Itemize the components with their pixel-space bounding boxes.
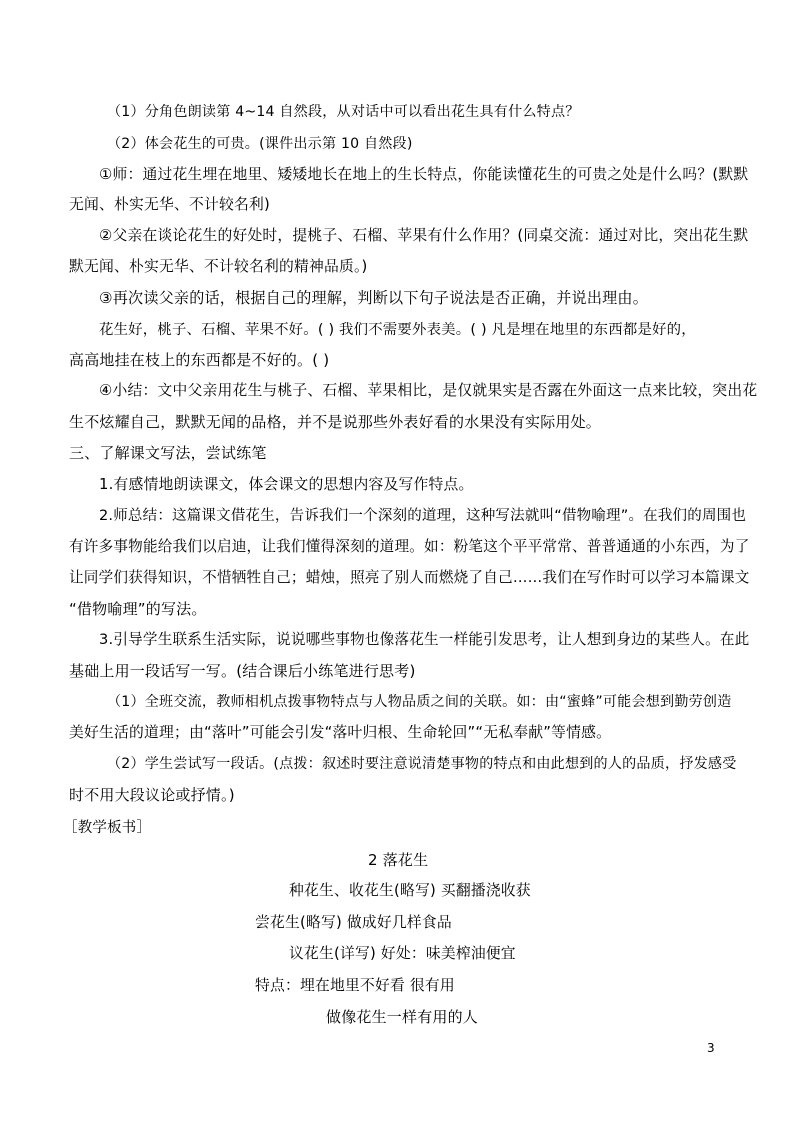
text-line: 2.师总结：这篇课文借花生，告诉我们一个深刻的道理，这种写法就叫“借物喻理”。在我们的周围也 <box>99 508 747 524</box>
text-line: 基础上用一段话写一写。(结合课后小练笔进行思考) <box>69 662 416 680</box>
text-line: 有许多事物能给我们以启迪，让我们懂得深刻的道理。如：粉笔这个平平常常、普普通通的小东西，为了 <box>69 538 750 555</box>
board-heading: ［教学板书］ <box>63 820 152 836</box>
board-title: 2 落花生 <box>368 851 429 869</box>
board-line: 尝花生(略写) 做成好几样食品 <box>255 914 452 931</box>
text-line: 生不炫耀自己，默默无闻的品格，并不是说那些外表好看的水果没有实际用处。 <box>69 413 602 431</box>
board-line: 做像花生一样有用的人 <box>326 1008 479 1026</box>
text-line: （1）分角色朗读第 4~14 自然段，从对话中可以看出花生具有什么特点？ <box>107 104 580 120</box>
text-line: 时不用大段议论或抒情。) <box>69 786 235 804</box>
text-line: 高高地挂在枝上的东西都是不好的。( ) <box>69 351 330 369</box>
board-line: 种花生、收花生(略写) 买翻播浇收获 <box>289 882 531 899</box>
board-line: 议花生(详写) 好处：味美榨油便宜 <box>289 945 516 962</box>
text-line: （2）体会花生的可贵。(课件出示第 10 自然段) <box>107 136 413 152</box>
text-line: 无闻、朴实无华、不计较名利) <box>69 196 270 213</box>
section-heading: 三、了解课文写法，尝试练笔 <box>69 444 267 462</box>
text-line: 花生好，桃子、石榴、苹果不好。( ) 我们不需要外表美。( ) 凡是埋在地里的东西都是好的， <box>99 322 696 338</box>
text-line: （1）全班交流，教师相机点拨事物特点与人物品质之间的关联。如：由“蜜蜂”可能会想到勤劳创造 <box>107 694 732 710</box>
page-number: 3 <box>707 1041 715 1055</box>
text-line: 1.有感情地朗读课文，体会课文的思想内容及写作特点。 <box>99 476 474 493</box>
board-line: 特点：埋在地里不好看 很有用 <box>255 977 455 994</box>
text-line: ④小结：文中父亲用花生与桃子、石榴、苹果相比，是仅就果实是否露在外面这一点来比较，突出花 <box>99 382 758 399</box>
text-line: （2）学生尝试写一段话。(点拨：叙述时要注意说清楚事物的特点和由此想到的人的品质，抒发感受 <box>107 756 737 772</box>
text-line: “借物喻理”的写法。 <box>69 600 207 618</box>
text-line: 默无闻、朴实无华、不计较名利的精神品质。) <box>69 258 368 275</box>
text-line: ①师：通过花生埋在地里、矮矮地长在地上的生长特点，你能读懂花生的可贵之处是什么吗？(默默 <box>99 166 749 183</box>
text-line: 3.引导学生联系生活实际，说说哪些事物也像落花生一样能引发思考，让人想到身边的某些人。在此 <box>99 631 750 648</box>
text-line: ③再次读父亲的话，根据自己的理解，判断以下句子说法是否正确，并说出理由。 <box>99 289 649 307</box>
text-line: 美好生活的道理；由“落叶”可能会引发“落叶归根、生命轮回”“无私奉献”等情感。 <box>69 724 612 741</box>
text-line: 让同学们获得知识，不惜牺牲自己；蜡烛，照亮了别人而燃烧了自己……我们在写作时可以学习本篇课文 <box>69 569 750 586</box>
text-line: ②父亲在谈论花生的好处时，提桃子、石榴、苹果有什么作用？(同桌交流：通过对比，突出花生默 <box>99 227 749 244</box>
